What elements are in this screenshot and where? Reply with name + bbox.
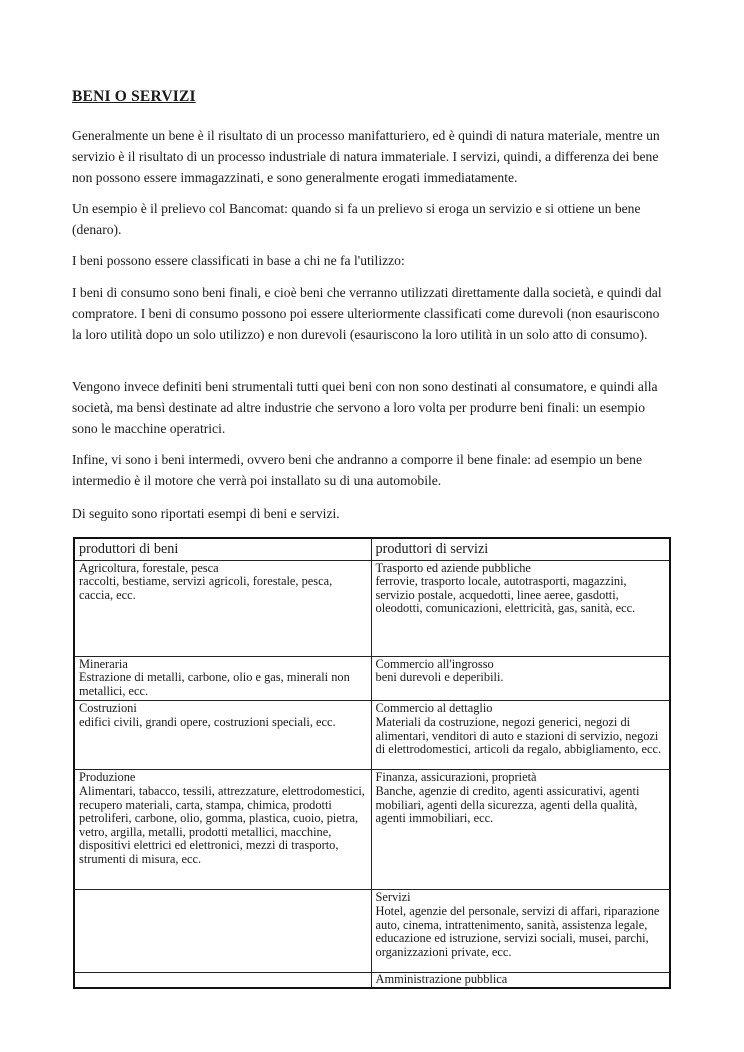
table-cell [371,656,670,701]
header-goods-producers: produttori di beni [74,538,371,560]
table-cell [74,770,371,890]
header-service-producers: produttori di servizi [371,538,670,560]
cell-title: Mineraria [79,656,128,671]
paragraph-definition: Generalmente un bene è il risultato di un processo manifatturiero, ed è quindi di natura materiale, mentre un servizio è il risultato di un processo industriale di natura immateriale. I servizi, quindi, a differenza dei bene non possono essere immagazzinati, e sono generalmente erogati immediatamente. [72,128,660,185]
paragraph-intermediate-goods: Infine, vi sono i beni intermedi, ovvero beni che andranno a comporre il bene finale: ad esempio un bene intermedio è il motore che verrà poi installato su di una automobile. [72,452,642,488]
cell-body: raccolti, bestiame, servizi agricoli, forestale, pesca, caccia, ecc. [79,574,333,602]
paragraph-capital-goods: Vengono invece definiti beni strumentali tutti quei beni con non sono destinati al consumatore, e quindi alla società, ma bensì destinate ad altre industrie che servono a loro volta per produrre beni finali: un esempio sono le macchine operatrici. [72,379,658,436]
cell-title: Costruzioni [79,701,137,716]
table-header-row [74,538,670,560]
cell-title: Agricoltura, forestale, pesca [79,560,219,575]
cell-title: Commercio al dettaglio [375,701,493,716]
table-row [74,770,670,890]
cell-body: Materiali da costruzione, negozi generici, negozi di alimentari, venditori di auto e stazioni di servizio, negozi di elettrodomestici, articoli da regalo, abbigliamento, ecc. [375,714,662,757]
table-row [74,890,670,973]
cell-body: Banche, agenzie di credito, agenti assicurativi, agenti mobiliari, agenti della sicurezza, agenti della qualità, agenti immobiliari, ecc. [375,783,640,826]
cell-body: Hotel, agenzie del personale, servizi di affari, riparazione auto, cinema, intrattenimento, sanità, assistenza legale, educazione ed istruzione, servizi sociali, musei, parchi, organizzazioni private, ecc. [375,903,660,959]
table-cell [371,890,670,973]
cell-body: edifici civili, grandi opere, costruzioni speciali, ecc. [79,714,336,729]
table-cell-empty [74,973,371,988]
paragraph-consumer-goods: I beni di consumo sono beni finali, e cioè beni che verranno utilizzati direttamente dalla società, e quindi dal compratore. I beni di consumo possono poi essere ulteriormente classificati come durevoli (non esauriscono la loro utilità dopo un solo utilizzo) e non durevoli (esauriscono la loro utilità in un solo atto di consumo). [72,285,662,342]
cell-body: Alimentari, tabacco, tessili, attrezzature, elettrodomestici, recupero materiali, carta, stampa, chimica, prodotti petroliferi, carbone, olio, gomma, plastica, cuoio, pietra, vetro, argilla, metalli, prodotti metallici, macchine, dispositivi elettrici ed elettronici, mezzi di trasporto, strumenti di misura, ecc. [79,783,365,866]
table-cell [74,701,371,770]
cell-body: beni durevoli e deperibili. [375,670,504,685]
paragraph-classification: I beni possono essere classificati in base a chi ne fa l'utilizzo: [72,253,405,268]
page-title: BENI O SERVIZI [72,88,196,105]
table-cell [74,656,371,701]
table-row [74,701,670,770]
table-row [74,973,670,988]
cell-title: Trasporto ed aziende pubbliche [375,560,531,575]
cell-body: ferrovie, trasporto locale, autotrasporti, magazzini, servizio postale, acquedotti, linee aeree, gasdotti, oleodotti, comunicazioni, elettricità, gas, sanità, ecc. [375,574,636,616]
table-cell [74,560,371,656]
cell-title: Servizi [375,890,411,905]
paragraph-example: Un esempio è il prelievo col Bancomat: quando si fa un prelievo si eroga un servizio e si ottiene un bene (denaro). [72,201,641,237]
table-row [74,656,670,701]
table-cell [371,560,670,656]
goods-services-table [73,537,671,989]
cell-title: Commercio all'ingrosso [375,656,494,671]
cell-title: Amministrazione pubblica [375,972,508,987]
table-cell-empty [74,890,371,973]
table-cell [371,701,670,770]
table-cell [371,973,670,988]
table-row [74,560,670,656]
cell-title: Produzione [79,770,136,785]
table-cell [371,770,670,890]
paragraph-table-intro: Di seguito sono riportati esempi di beni e servizi. [72,506,340,521]
cell-body: Estrazione di metalli, carbone, olio e gas, minerali non metallici, ecc. [79,670,350,698]
cell-title: Finanza, assicurazioni, proprietà [375,770,537,785]
